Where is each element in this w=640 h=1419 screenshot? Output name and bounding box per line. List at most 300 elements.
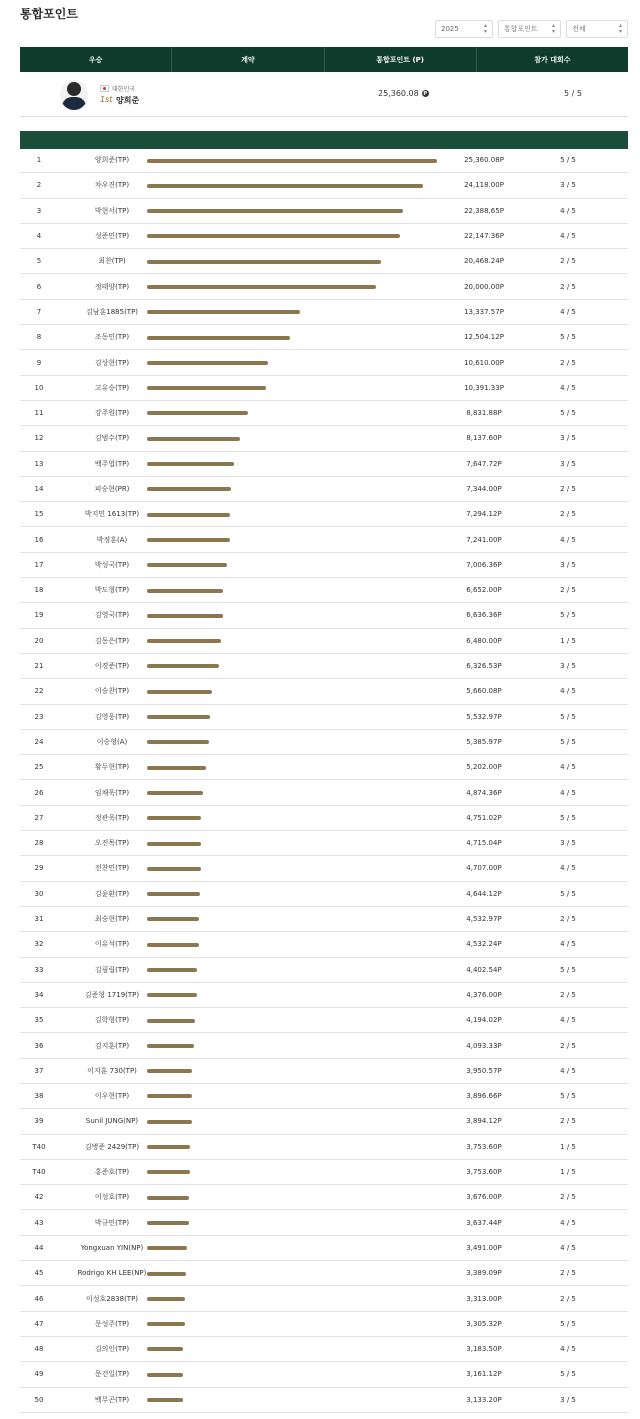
row-events: 4 / 5	[560, 864, 576, 873]
row-points-bar	[147, 816, 201, 820]
table-row[interactable]	[20, 477, 628, 502]
row-points: 8,831.88P	[466, 409, 502, 418]
table-row[interactable]	[20, 452, 628, 477]
page-title: 통합포인트	[20, 7, 78, 21]
row-player-name[interactable]: 박규민(TP)	[94, 1218, 130, 1227]
row-points: 4,402.54P	[466, 965, 502, 974]
row-events: 4 / 5	[560, 232, 576, 241]
table-row[interactable]	[20, 856, 628, 881]
row-points: 3,676.00P	[466, 1193, 502, 1202]
row-player-name[interactable]: 김범수(TP)	[94, 434, 130, 443]
table-row[interactable]	[20, 274, 628, 299]
row-points-bar	[147, 614, 223, 618]
row-rank: 3	[36, 206, 42, 215]
row-rank: 7	[36, 307, 42, 316]
table-row[interactable]	[20, 1059, 628, 1084]
row-player-name[interactable]: 성준민(TP)	[94, 232, 130, 241]
header-winner: 우승	[20, 47, 172, 72]
table-row[interactable]	[20, 603, 628, 628]
row-points: 6,636.36P	[466, 611, 502, 620]
row-points: 12,504.12P	[464, 333, 504, 342]
row-points: 4,707.00P	[466, 864, 502, 873]
row-points: 3,753.60P	[466, 1168, 502, 1177]
row-points-bar	[147, 1221, 189, 1225]
row-events: 2 / 5	[560, 1269, 576, 1278]
points-badge-icon: P	[423, 90, 428, 97]
row-rank: 12	[34, 434, 44, 443]
row-events: 2 / 5	[560, 485, 576, 493]
table-row[interactable]	[20, 527, 628, 552]
row-player-name[interactable]: 백무곤(TP)	[94, 1395, 130, 1404]
row-points-bar	[147, 1272, 186, 1276]
korea-flag-icon	[100, 85, 109, 92]
row-points-bar	[147, 968, 197, 972]
row-points-bar	[147, 993, 197, 997]
select-arrows-icon: ▴ ▾	[483, 22, 487, 35]
row-player-name[interactable]: 차우진(TP)	[94, 181, 130, 190]
row-rank: 10	[34, 383, 44, 392]
row-points: 4,376.00P	[466, 990, 502, 999]
row-player-name[interactable]: 임채욱(TP)	[94, 788, 130, 797]
table-row[interactable]	[20, 780, 628, 805]
row-player-name[interactable]: 이경준(TP)	[94, 662, 130, 671]
row-points-bar	[147, 386, 266, 390]
row-player-name[interactable]: 양희준(TP)	[94, 156, 130, 165]
row-events: 3 / 5	[560, 1395, 576, 1404]
row-rank: 5	[36, 257, 42, 266]
row-rank: 45	[34, 1269, 44, 1278]
row-rank: 32	[34, 940, 44, 949]
row-events: 4 / 5	[560, 687, 576, 696]
row-points-bar	[147, 1246, 187, 1250]
table-row[interactable]	[20, 401, 628, 426]
table-row[interactable]	[20, 1033, 628, 1058]
row-rank: 49	[34, 1370, 44, 1379]
row-points-bar	[147, 538, 230, 542]
winner-row	[20, 72, 628, 117]
year-select[interactable]	[435, 20, 493, 38]
header-contract: 계약	[172, 47, 324, 72]
row-player-name[interactable]: 고유승(TP)	[94, 383, 130, 392]
row-points: 3,637.44P	[466, 1218, 502, 1227]
row-points: 5,202.00P	[466, 763, 502, 772]
table-row[interactable]	[20, 502, 628, 527]
row-player-name[interactable]: 이성호2838(TP)	[85, 1294, 139, 1303]
row-points: 10,610.00P	[464, 358, 504, 367]
row-player-name[interactable]: 박지민 1613(TP)	[84, 510, 140, 519]
ranking-list	[20, 148, 628, 1413]
row-points: 10,391.33P	[464, 383, 504, 392]
row-player-name[interactable]: 황두현(TP)	[94, 763, 130, 772]
row-player-name[interactable]: 이승형(A)	[96, 737, 128, 746]
row-player-name[interactable]: 김영국(TP)	[94, 611, 130, 620]
table-row[interactable]	[20, 199, 628, 224]
row-points-bar	[147, 1297, 185, 1301]
table-row[interactable]	[20, 730, 628, 755]
row-points-bar	[147, 310, 300, 314]
row-events: 4 / 5	[560, 383, 576, 392]
row-player-name[interactable]: 이승찬(TP)	[94, 687, 130, 696]
row-points: 4,532.97P	[466, 915, 502, 924]
row-player-name[interactable]: 전찬민(TP)	[94, 864, 130, 873]
row-player-name[interactable]: 조동민(TP)	[94, 333, 130, 342]
row-rank: 22	[34, 687, 44, 696]
row-points-bar	[147, 361, 268, 365]
row-rank: 8	[36, 333, 42, 342]
row-points-bar	[147, 437, 240, 441]
winner-points	[378, 89, 429, 98]
table-row[interactable]	[20, 1109, 628, 1134]
row-points-bar	[147, 1094, 192, 1098]
table-row[interactable]	[20, 426, 628, 451]
row-points: 3,305.32P	[466, 1319, 502, 1328]
row-player-name[interactable]: 이유석(TP)	[94, 940, 130, 949]
row-rank: 48	[34, 1345, 44, 1354]
row-events: 2 / 5	[560, 915, 576, 924]
header-events: 참가 대회수	[534, 55, 571, 64]
row-player-name[interactable]: Yongxuan YIN(NP)	[80, 1243, 144, 1252]
row-player-name[interactable]: 김병준 2429(TP)	[84, 1142, 140, 1151]
row-points: 5,385.97P	[466, 737, 502, 746]
row-player-name[interactable]: Rodrigo KH LEE(NP)	[77, 1269, 147, 1278]
table-row[interactable]	[20, 1236, 628, 1261]
row-rank: T40	[32, 1142, 46, 1151]
row-events: 4 / 5	[560, 763, 576, 772]
row-events: 4 / 5	[560, 1066, 576, 1075]
row-points-bar	[147, 664, 219, 668]
row-rank: 14	[34, 485, 44, 493]
select-arrows-icon: ▴ ▾	[618, 22, 622, 35]
row-rank: 34	[34, 990, 44, 999]
row-points-bar	[147, 715, 210, 719]
row-player-name[interactable]: 김윤환(TP)	[94, 889, 130, 898]
row-points: 5,660.08P	[466, 687, 502, 696]
row-rank: 6	[36, 282, 42, 291]
row-rank: 17	[34, 560, 44, 569]
header-points: 통합포인트 (P)	[325, 47, 477, 72]
row-events: 3 / 5	[560, 839, 576, 848]
row-points: 8,137.60P	[466, 434, 502, 443]
row-points: 4,093.33P	[466, 1041, 502, 1050]
row-player-name[interactable]: 이우현(TP)	[94, 1092, 130, 1101]
row-points-bar	[147, 411, 248, 415]
table-row[interactable]	[20, 224, 628, 249]
winner-name[interactable]: 양희준	[116, 96, 140, 105]
row-points-bar	[147, 1170, 190, 1174]
row-events: 2 / 5	[560, 358, 576, 367]
row-rank: 42	[34, 1193, 44, 1202]
row-points-bar	[147, 462, 234, 466]
row-rank: 19	[34, 611, 44, 620]
row-player-name[interactable]: 박정훈(A)	[96, 535, 128, 544]
row-rank: 28	[34, 839, 44, 848]
row-points-bar	[147, 1398, 183, 1402]
row-rank: 44	[34, 1243, 44, 1252]
row-points: 7,344.00P	[466, 485, 502, 493]
row-points-bar	[147, 892, 200, 896]
table-row[interactable]	[20, 1261, 628, 1286]
row-player-name[interactable]: 김의인(TP)	[94, 1345, 130, 1354]
row-rank: 36	[34, 1041, 44, 1050]
row-points: 3,753.60P	[466, 1142, 502, 1151]
table-row[interactable]	[20, 325, 628, 350]
row-events: 2 / 5	[560, 1117, 576, 1126]
row-rank: 9	[36, 358, 42, 367]
row-points: 3,389.09P	[466, 1269, 502, 1278]
table-row[interactable]	[20, 1388, 628, 1413]
table-row[interactable]	[20, 1337, 628, 1362]
row-events: 2 / 5	[560, 510, 576, 519]
row-player-name[interactable]: 박도형(TP)	[94, 586, 130, 595]
table-row[interactable]	[20, 376, 628, 401]
row-events: 2 / 5	[560, 1193, 576, 1202]
row-rank: 1	[36, 156, 42, 165]
row-rank: 35	[34, 1016, 44, 1025]
row-player-name[interactable]: 정태양(TP)	[94, 282, 130, 291]
row-rank: 29	[34, 864, 44, 873]
row-events: 3 / 5	[560, 434, 576, 443]
row-player-name[interactable]: 오진목(TP)	[94, 839, 130, 848]
row-player-name[interactable]: 김필립(TP)	[94, 965, 130, 974]
table-row[interactable]	[20, 831, 628, 856]
row-points: 6,652.00P	[466, 586, 502, 595]
row-points: 3,950.57P	[466, 1066, 502, 1075]
row-events: 5 / 5	[560, 1092, 576, 1101]
row-events: 4 / 5	[560, 1218, 576, 1227]
row-points: 3,894.12P	[466, 1117, 502, 1126]
row-player-name[interactable]: 김남훈1885(TP)	[85, 307, 139, 316]
points-type-select[interactable]	[498, 20, 561, 38]
ranking-table-header	[20, 131, 628, 149]
row-points: 4,751.02P	[466, 813, 502, 822]
row-player-name[interactable]: 김영웅(TP)	[94, 712, 130, 721]
row-events: 5 / 5	[560, 409, 576, 418]
row-points: 3,896.66P	[466, 1092, 502, 1101]
table-row[interactable]	[20, 1210, 628, 1235]
table-row[interactable]	[20, 1312, 628, 1337]
row-points: 24,118.00P	[464, 181, 504, 190]
row-rank: 43	[34, 1218, 44, 1227]
row-points: 22,388.65P	[464, 206, 504, 215]
row-points: 3,313.00P	[466, 1294, 502, 1303]
row-events: 2 / 5	[560, 990, 576, 999]
table-row[interactable]	[20, 578, 628, 603]
row-rank: 18	[34, 586, 44, 595]
row-rank: 27	[34, 813, 44, 822]
row-points-bar	[147, 1347, 183, 1351]
row-points-bar	[147, 487, 231, 491]
row-events: 1 / 5	[560, 1142, 576, 1151]
row-rank: 2	[36, 181, 42, 190]
row-points: 7,647.72P	[466, 459, 502, 468]
row-points: 3,133.20P	[466, 1395, 502, 1404]
row-points-bar	[147, 513, 230, 517]
row-points-bar	[147, 563, 227, 567]
row-player-name[interactable]: Sunil JUNG(NP)	[85, 1117, 139, 1126]
row-points-bar	[147, 917, 199, 921]
row-player-name[interactable]: 김상현(TP)	[94, 358, 130, 367]
row-events: 3 / 5	[560, 662, 576, 671]
row-events: 5 / 5	[560, 737, 576, 746]
row-player-name[interactable]: 이성호(TP)	[94, 1193, 130, 1202]
row-events: 5 / 5	[560, 333, 576, 342]
row-events: 2 / 5	[560, 257, 576, 266]
row-events: 3 / 5	[560, 181, 576, 190]
table-row[interactable]	[20, 1362, 628, 1387]
winner-country-label: 대한민국	[112, 86, 136, 93]
row-points: 4,644.12P	[466, 889, 502, 898]
row-rank: 21	[34, 662, 44, 671]
row-player-name[interactable]: 최찬(TP)	[98, 257, 126, 266]
row-rank: 39	[34, 1117, 44, 1126]
row-points-bar	[147, 639, 221, 643]
row-points-bar	[147, 740, 209, 744]
row-player-name[interactable]: 정관욱(TP)	[94, 813, 130, 822]
row-points-bar	[147, 943, 199, 947]
row-player-name[interactable]: 김동은(TP)	[94, 636, 130, 645]
row-points-bar	[147, 1373, 183, 1377]
row-events: 5 / 5	[560, 156, 576, 165]
table-header	[20, 47, 628, 72]
row-events: 3 / 5	[560, 459, 576, 468]
table-row[interactable]	[20, 173, 628, 198]
row-points-bar	[147, 589, 223, 593]
row-points-bar	[147, 159, 437, 163]
row-points: 7,006.36P	[466, 560, 502, 569]
row-rank: 4	[36, 232, 42, 241]
row-rank: 26	[34, 788, 44, 797]
row-points: 3,491.00P	[466, 1243, 502, 1252]
table-row[interactable]	[20, 629, 628, 654]
row-rank: 15	[34, 510, 44, 519]
row-events: 3 / 5	[560, 560, 576, 569]
row-rank: 11	[34, 409, 44, 418]
row-points-bar	[147, 791, 203, 795]
row-points: 4,874.36P	[466, 788, 502, 797]
row-points-bar	[147, 234, 400, 238]
row-points-bar	[147, 1044, 194, 1048]
row-events: 4 / 5	[560, 1345, 576, 1354]
row-player-name[interactable]: 문건일(TP)	[94, 1370, 130, 1379]
row-events: 5 / 5	[560, 889, 576, 898]
row-points: 7,294.12P	[466, 510, 502, 519]
row-player-name[interactable]: 문성주(TP)	[94, 1319, 130, 1328]
row-player-name[interactable]: 이지훈 730(TP)	[87, 1066, 137, 1075]
row-points-bar	[147, 260, 381, 264]
row-points: 6,480.00P	[466, 636, 502, 645]
row-points-bar	[147, 1120, 192, 1124]
row-points: 5,532.97P	[466, 712, 502, 721]
row-points-bar	[147, 336, 290, 340]
scope-select-value: 전체	[572, 25, 586, 33]
table-row[interactable]	[20, 1084, 628, 1109]
row-events: 4 / 5	[560, 206, 576, 215]
row-points: 13,337.57P	[464, 307, 504, 316]
table-row[interactable]	[20, 1286, 628, 1311]
row-player-name[interactable]: 피승현(PR)	[94, 485, 130, 493]
table-row[interactable]	[20, 249, 628, 274]
row-points-bar	[147, 842, 201, 846]
row-events: 2 / 5	[560, 282, 576, 291]
row-player-name[interactable]: 김학형(TP)	[94, 1016, 130, 1025]
table-row[interactable]	[20, 654, 628, 679]
row-events: 4 / 5	[560, 1243, 576, 1252]
row-points-bar	[147, 184, 423, 188]
table-row[interactable]	[20, 679, 628, 704]
row-player-name[interactable]: 박성국(TP)	[94, 560, 130, 569]
row-events: 5 / 5	[560, 712, 576, 721]
row-events: 5 / 5	[560, 1370, 576, 1379]
row-rank: 16	[34, 535, 44, 544]
table-row[interactable]	[20, 705, 628, 730]
table-row[interactable]	[20, 300, 628, 325]
row-points-bar	[147, 285, 376, 289]
row-points-bar	[147, 1145, 190, 1149]
row-rank: 38	[34, 1092, 44, 1101]
row-points-bar	[147, 867, 201, 871]
table-row[interactable]	[20, 553, 628, 578]
table-row[interactable]	[20, 907, 628, 932]
table-row[interactable]	[20, 882, 628, 907]
row-points-bar	[147, 1322, 185, 1326]
table-row[interactable]	[20, 806, 628, 831]
row-points: 20,000.00P	[464, 282, 504, 291]
row-rank: T40	[32, 1168, 46, 1177]
winner-points-value: 25,360.08	[378, 89, 419, 98]
row-events: 5 / 5	[560, 965, 576, 974]
row-points: 7,241.00P	[466, 535, 502, 544]
row-events: 2 / 5	[560, 1041, 576, 1050]
row-points: 22,147.36P	[464, 232, 504, 241]
table-row[interactable]	[20, 148, 628, 173]
row-events: 1 / 5	[560, 636, 576, 645]
table-row[interactable]	[20, 350, 628, 375]
table-row[interactable]	[20, 755, 628, 780]
row-rank: 33	[34, 965, 44, 974]
row-points: 20,468.24P	[464, 257, 504, 266]
row-rank: 37	[34, 1066, 44, 1075]
row-player-name[interactable]: 김준형 1719(TP)	[84, 990, 140, 999]
row-events: 4 / 5	[560, 788, 576, 797]
year-select-value: 2025	[441, 25, 459, 33]
row-player-name[interactable]: 강주원(TP)	[94, 409, 130, 418]
row-rank: 46	[34, 1294, 44, 1303]
scope-select[interactable]	[566, 20, 628, 38]
row-events: 4 / 5	[560, 535, 576, 544]
table-row[interactable]	[20, 1008, 628, 1033]
filter-bar	[435, 20, 628, 38]
row-player-name[interactable]: 최승현(TP)	[94, 915, 130, 924]
row-player-name[interactable]: 홍준호(TP)	[94, 1168, 130, 1177]
row-rank: 13	[34, 459, 44, 468]
table-row[interactable]	[20, 1185, 628, 1210]
table-row[interactable]	[20, 1160, 628, 1185]
table-row[interactable]	[20, 1135, 628, 1160]
table-row[interactable]	[20, 932, 628, 957]
table-row[interactable]	[20, 983, 628, 1008]
table-row[interactable]	[20, 958, 628, 983]
row-player-name[interactable]: 백주엽(TP)	[94, 459, 130, 468]
row-points-bar	[147, 209, 403, 213]
winner-country	[100, 84, 135, 93]
row-points: 4,194.02P	[466, 1016, 502, 1025]
row-rank: 23	[34, 712, 44, 721]
row-points-bar	[147, 1069, 192, 1073]
row-events: 5 / 5	[560, 611, 576, 620]
row-player-name[interactable]: 박현서(TP)	[94, 206, 130, 215]
row-player-name[interactable]: 김지훈(TP)	[94, 1041, 130, 1050]
row-rank: 24	[34, 737, 44, 746]
